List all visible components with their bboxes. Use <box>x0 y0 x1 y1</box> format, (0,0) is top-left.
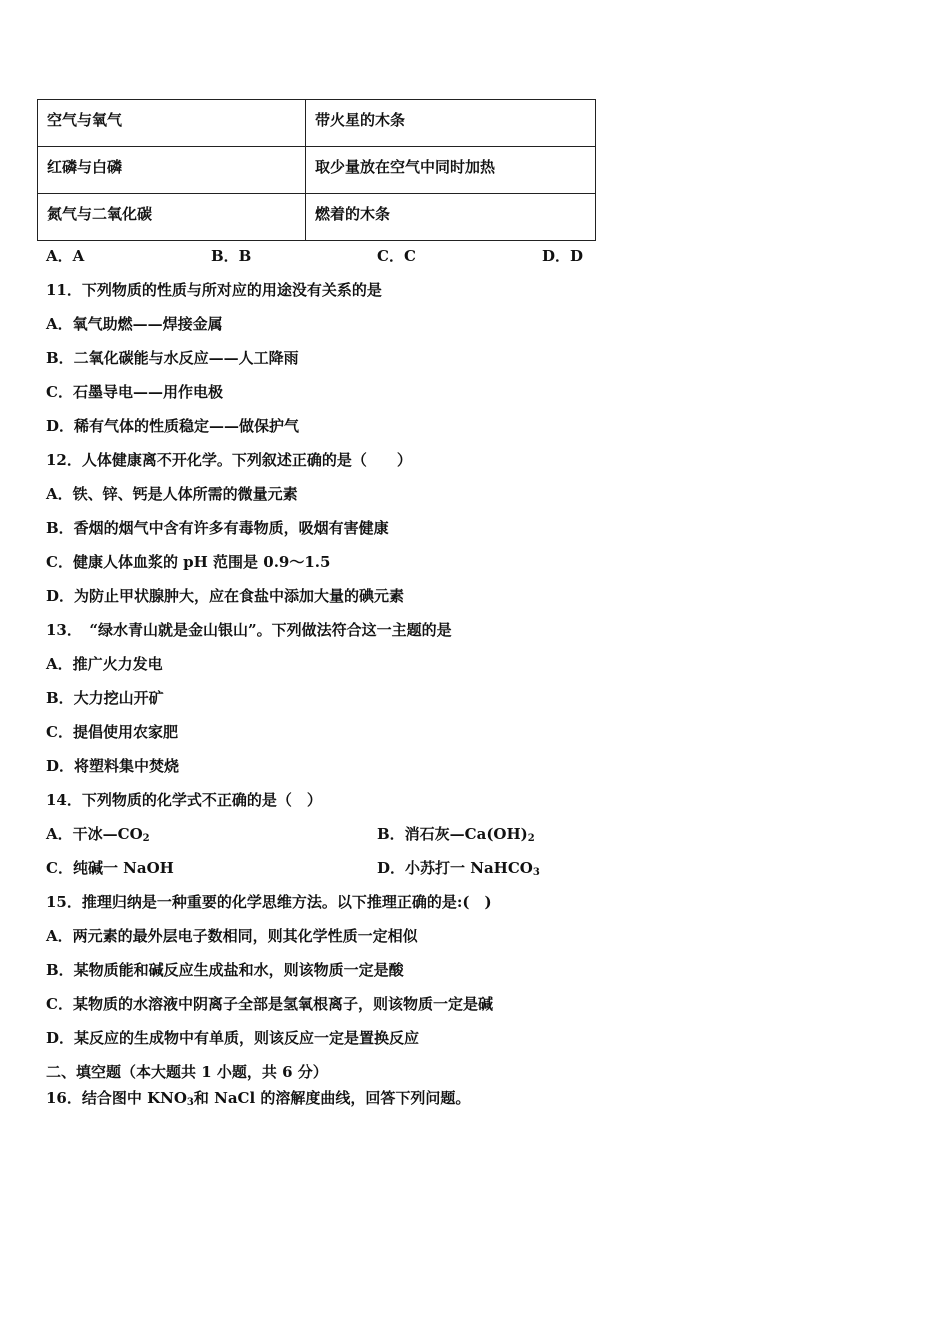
q15-option-c: C．某物质的水溶液中阴离子全部是氢氧根离子，则该物质一定是碱 <box>46 995 493 1013</box>
table-cell: 空气与氧气 <box>38 100 306 147</box>
q15-stem: 15．推理归纳是一种重要的化学思维方法。以下推理正确的是:( ) <box>46 893 492 911</box>
q11-option-b: B．二氧化碳能与水反应——人工降雨 <box>46 349 299 367</box>
q10-option-b: B．B <box>211 247 252 265</box>
q15-option-b: B．某物质能和碱反应生成盐和水，则该物质一定是酸 <box>46 961 404 979</box>
q14-option-c: C．纯碱一 NaOH <box>46 859 174 877</box>
comparison-table <box>37 99 596 241</box>
q13-option-c: C．提倡使用农家肥 <box>46 723 178 741</box>
table-cell: 氮气与二氧化碳 <box>38 194 306 241</box>
q10-option-c: C．C <box>377 247 416 265</box>
q14-option-a-text: A．干冰—CO <box>46 825 143 843</box>
section-heading: 二、填空题（本大题共 1 小题，共 6 分） <box>46 1063 328 1081</box>
q16-stem <box>46 1088 470 1108</box>
q14-option-b-text: B．消石灰—Ca(OH) <box>377 825 528 843</box>
q12-option-b: B．香烟的烟气中含有许多有毒物质，吸烟有害健康 <box>46 519 389 537</box>
q12-stem: 12．人体健康离不开化学。下列叙述正确的是（ ） <box>46 451 412 469</box>
q14-stem: 14．下列物质的化学式不正确的是（ ） <box>46 791 322 809</box>
q12-option-d: D．为防止甲状腺肿大，应在食盐中添加大量的碘元素 <box>46 587 405 605</box>
q12-option-c: C．健康人体血浆的 pH 范围是 0.9～1.5 <box>46 553 331 571</box>
q14-option-d-subscript: 3 <box>532 867 540 878</box>
q16-stem-pre: 16．结合图中 KNO <box>46 1089 187 1107</box>
q11-stem: 11．下列物质的性质与所对应的用途没有关系的是 <box>46 281 382 299</box>
q14-option-b <box>377 824 535 844</box>
q16-stem-subscript: 3 <box>186 1097 194 1108</box>
q10-option-a: A．A <box>46 247 85 265</box>
q14-option-d <box>377 858 540 878</box>
table-cell: 红磷与白磷 <box>38 147 306 194</box>
q11-option-d: D．稀有气体的性质稳定——做保护气 <box>46 417 300 435</box>
table-row <box>38 100 596 147</box>
q11-option-a: A．氧气助燃——焊接金属 <box>46 315 223 333</box>
q13-stem: 13． “绿水青山就是金山银山”。下列做法符合这一主题的是 <box>46 621 452 639</box>
q14-option-a <box>46 824 150 844</box>
q14-option-b-subscript: 2 <box>527 833 535 844</box>
table-row <box>38 194 596 241</box>
q15-option-a: A．两元素的最外层电子数相同，则其化学性质一定相似 <box>46 927 418 945</box>
table-cell: 取少量放在空气中同时加热 <box>306 147 596 194</box>
q14-option-d-text: D．小苏打一 NaHCO <box>377 859 533 877</box>
q11-option-c: C．石墨导电——用作电极 <box>46 383 223 401</box>
q12-option-a: A．铁、锌、钙是人体所需的微量元素 <box>46 485 298 503</box>
q13-option-b: B．大力挖山开矿 <box>46 689 164 707</box>
table-row <box>38 147 596 194</box>
q13-option-a: A．推广火力发电 <box>46 655 163 673</box>
q16-stem-post: 和 NaCl 的溶解度曲线，回答下列问题。 <box>193 1089 471 1107</box>
q15-option-d: D．某反应的生成物中有单质，则该反应一定是置换反应 <box>46 1029 420 1047</box>
q13-option-d: D．将塑料集中焚烧 <box>46 757 180 775</box>
q14-option-a-subscript: 2 <box>142 833 150 844</box>
q10-option-d: D．D <box>542 247 584 265</box>
table-cell: 带火星的木条 <box>306 100 596 147</box>
table-cell: 燃着的木条 <box>306 194 596 241</box>
